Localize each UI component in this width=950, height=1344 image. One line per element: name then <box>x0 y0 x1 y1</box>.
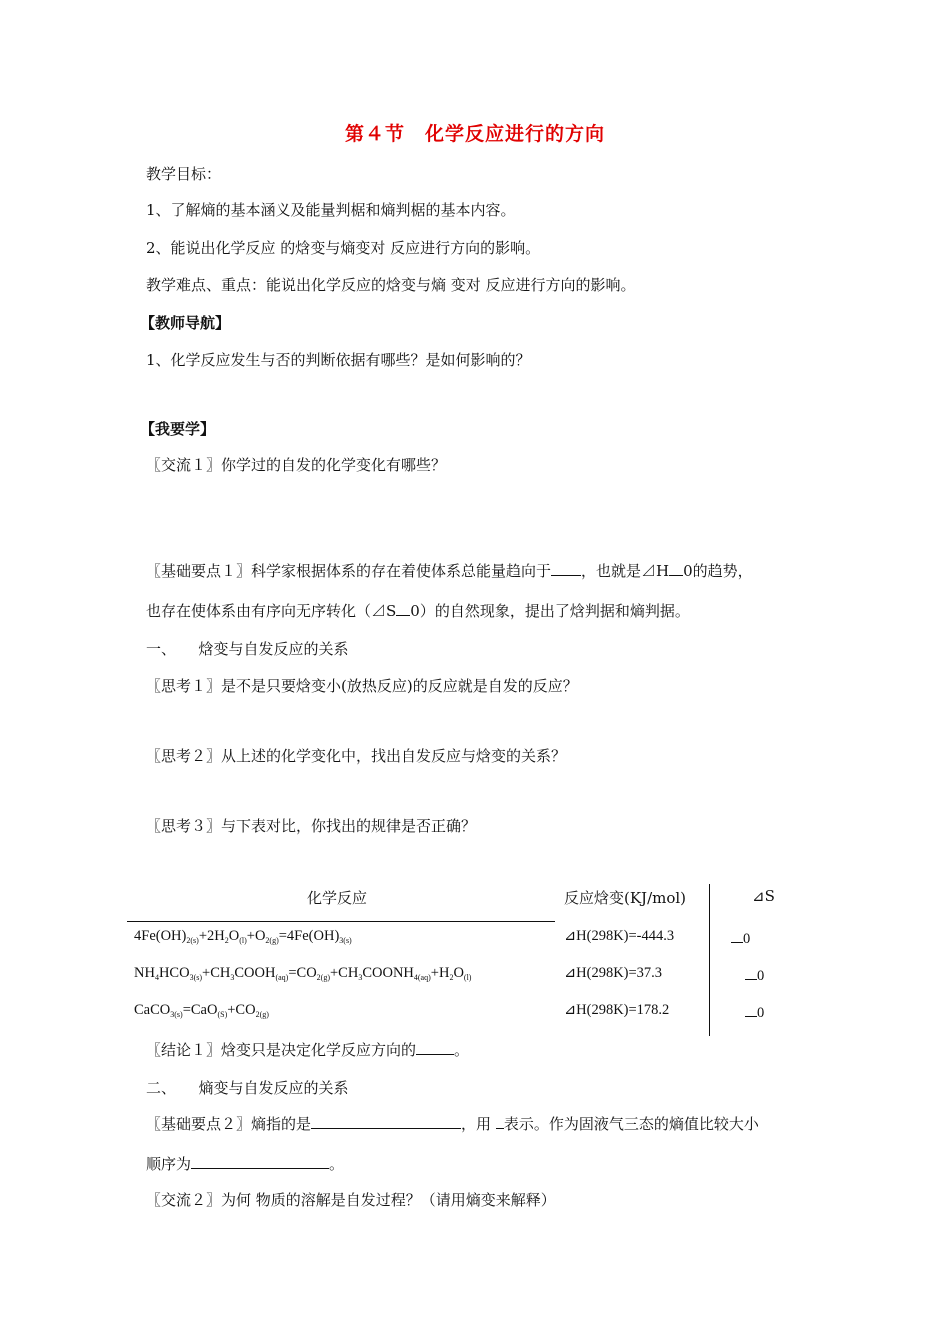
basic-point-1-line2 <box>146 601 690 621</box>
teacher-guide-question: 1、化学反应发生与否的判断依据有哪些？是如何影响的？ <box>146 351 531 369</box>
table-row-3-enthalpy: ⊿H(298K)=178.2 <box>564 1002 670 1018</box>
blank-entropy-symbol[interactable] <box>496 1114 504 1129</box>
basic-point-2-line2 <box>146 1154 344 1174</box>
table-rule <box>127 921 555 922</box>
table-header-enthalpy: 反应焓变(KJ/mol) <box>564 889 687 907</box>
table-row-2-entropy <box>745 965 764 985</box>
table-row-2-reaction: $NH_4HCO_{3(s)}+CH_3COOH_{(aq)}=CO_{2(g)}+CH_3COONH_{4(aq)}+H_2O_{(l)}$ <box>134 965 472 982</box>
section-1-heading: 一、 焓变与自发反应的关系 <box>146 640 349 658</box>
blank-energy[interactable] <box>551 561 581 576</box>
conclusion-1 <box>146 1040 469 1060</box>
learn-heading: 【我要学】 <box>140 420 216 438</box>
blank-row-2-ds[interactable] <box>745 965 757 980</box>
row-2-ds-value: 0 <box>757 968 765 984</box>
section-2-heading: 二、 熵变与自发反应的关系 <box>146 1079 349 1097</box>
table-divider-top <box>709 884 710 1000</box>
table-header-entropy: ⊿S <box>752 887 775 905</box>
blank-row-3-ds[interactable] <box>745 1002 757 1017</box>
conclusion-1-text: 〖结论１〗焓变只是决定化学反应方向的 <box>146 1041 417 1059</box>
think-2: 〖思考２〗从上述的化学变化中，找出自发反应与焓变的关系？ <box>146 747 567 765</box>
table-row-1-enthalpy: ⊿H(298K)=-444.3 <box>564 928 675 944</box>
basic-point-2-text-c: 表示。作为固液气三态的熵值比较大小 <box>503 1115 759 1133</box>
table-row-1-entropy <box>731 928 750 948</box>
table-row-3-entropy <box>745 1002 764 1022</box>
basic-point-1-text-d: 也存在使体系由有序向无序转化（⊿S <box>146 602 397 620</box>
blank-conclusion[interactable] <box>416 1040 454 1055</box>
row-3-ds-value: 0 <box>757 1005 765 1021</box>
table-divider-bottom <box>709 1000 710 1036</box>
table-header-reaction: 化学反应 <box>307 889 368 907</box>
blank-row-1-ds[interactable] <box>731 928 743 943</box>
think-3: 〖思考３〗与下表对比，你找出的规律是否正确？ <box>146 817 477 835</box>
basic-point-2-line1 <box>146 1114 759 1134</box>
blank-entropy-definition[interactable] <box>311 1114 461 1129</box>
objective-item-2: 2、能说出化学反应 的焓变与熵变对 反应进行方向的影响。 <box>146 239 541 257</box>
table-row-2-enthalpy: ⊿H(298K)=37.3 <box>564 965 663 981</box>
blank-entropy-order[interactable] <box>191 1154 329 1169</box>
basic-point-1-line1 <box>146 561 753 581</box>
basic-point-2-text-b: ，用 <box>461 1115 492 1133</box>
blank-dh-sign[interactable] <box>669 561 683 576</box>
conclusion-1-end: 。 <box>454 1041 470 1059</box>
basic-point-1-text-b: ，也就是⊿H <box>581 562 670 580</box>
objective-item-1: 1、了解熵的基本涵义及能量判椐和熵判椐的基本内容。 <box>146 201 516 219</box>
think-1: 〖思考１〗是不是只要焓变小(放热反应)的反应就是自发的反应？ <box>146 677 578 695</box>
table-row-3-reaction: $CaCO_{3(s)}=CaO_{(S)}+CO_{2(g)}$ <box>134 1002 269 1019</box>
basic-point-1-text-c: 0的趋势， <box>683 562 753 580</box>
basic-point-2-text-a: 〖基础要点２〗熵指的是 <box>146 1115 312 1133</box>
exchange-2: 〖交流２〗为何 物质的溶解是自发过程？（请用熵变来解释） <box>146 1191 556 1209</box>
objectives-heading: 教学目标： <box>146 165 222 183</box>
basic-point-1-text-a: 〖基础要点１〗科学家根据体系的存在着使体系总能量趋向于 <box>146 562 552 580</box>
blank-ds-sign[interactable] <box>396 601 410 616</box>
basic-point-2-text-e: 。 <box>329 1155 345 1173</box>
basic-point-1-text-e: 0）的自然现象，提出了焓判据和熵判据。 <box>410 602 690 620</box>
basic-point-2-text-d: 顺序为 <box>146 1155 192 1173</box>
row-1-ds-value: 0 <box>743 931 751 947</box>
key-points: 教学难点、重点：能说出化学反应的焓变与熵 变对 反应进行方向的影响。 <box>146 276 636 294</box>
teacher-guide-heading: 【教师导航】 <box>140 314 231 332</box>
table-row-1-reaction: $4Fe(OH)_{2(s)}+2H_2O_{(l)}+O_{2(g)}=4Fe(OH)_{3(s)}$ <box>134 928 352 945</box>
page-title: 第４节 化学反应进行的方向 <box>344 123 605 145</box>
exchange-1: 〖交流１〗你学过的自发的化学变化有哪些？ <box>146 456 447 474</box>
